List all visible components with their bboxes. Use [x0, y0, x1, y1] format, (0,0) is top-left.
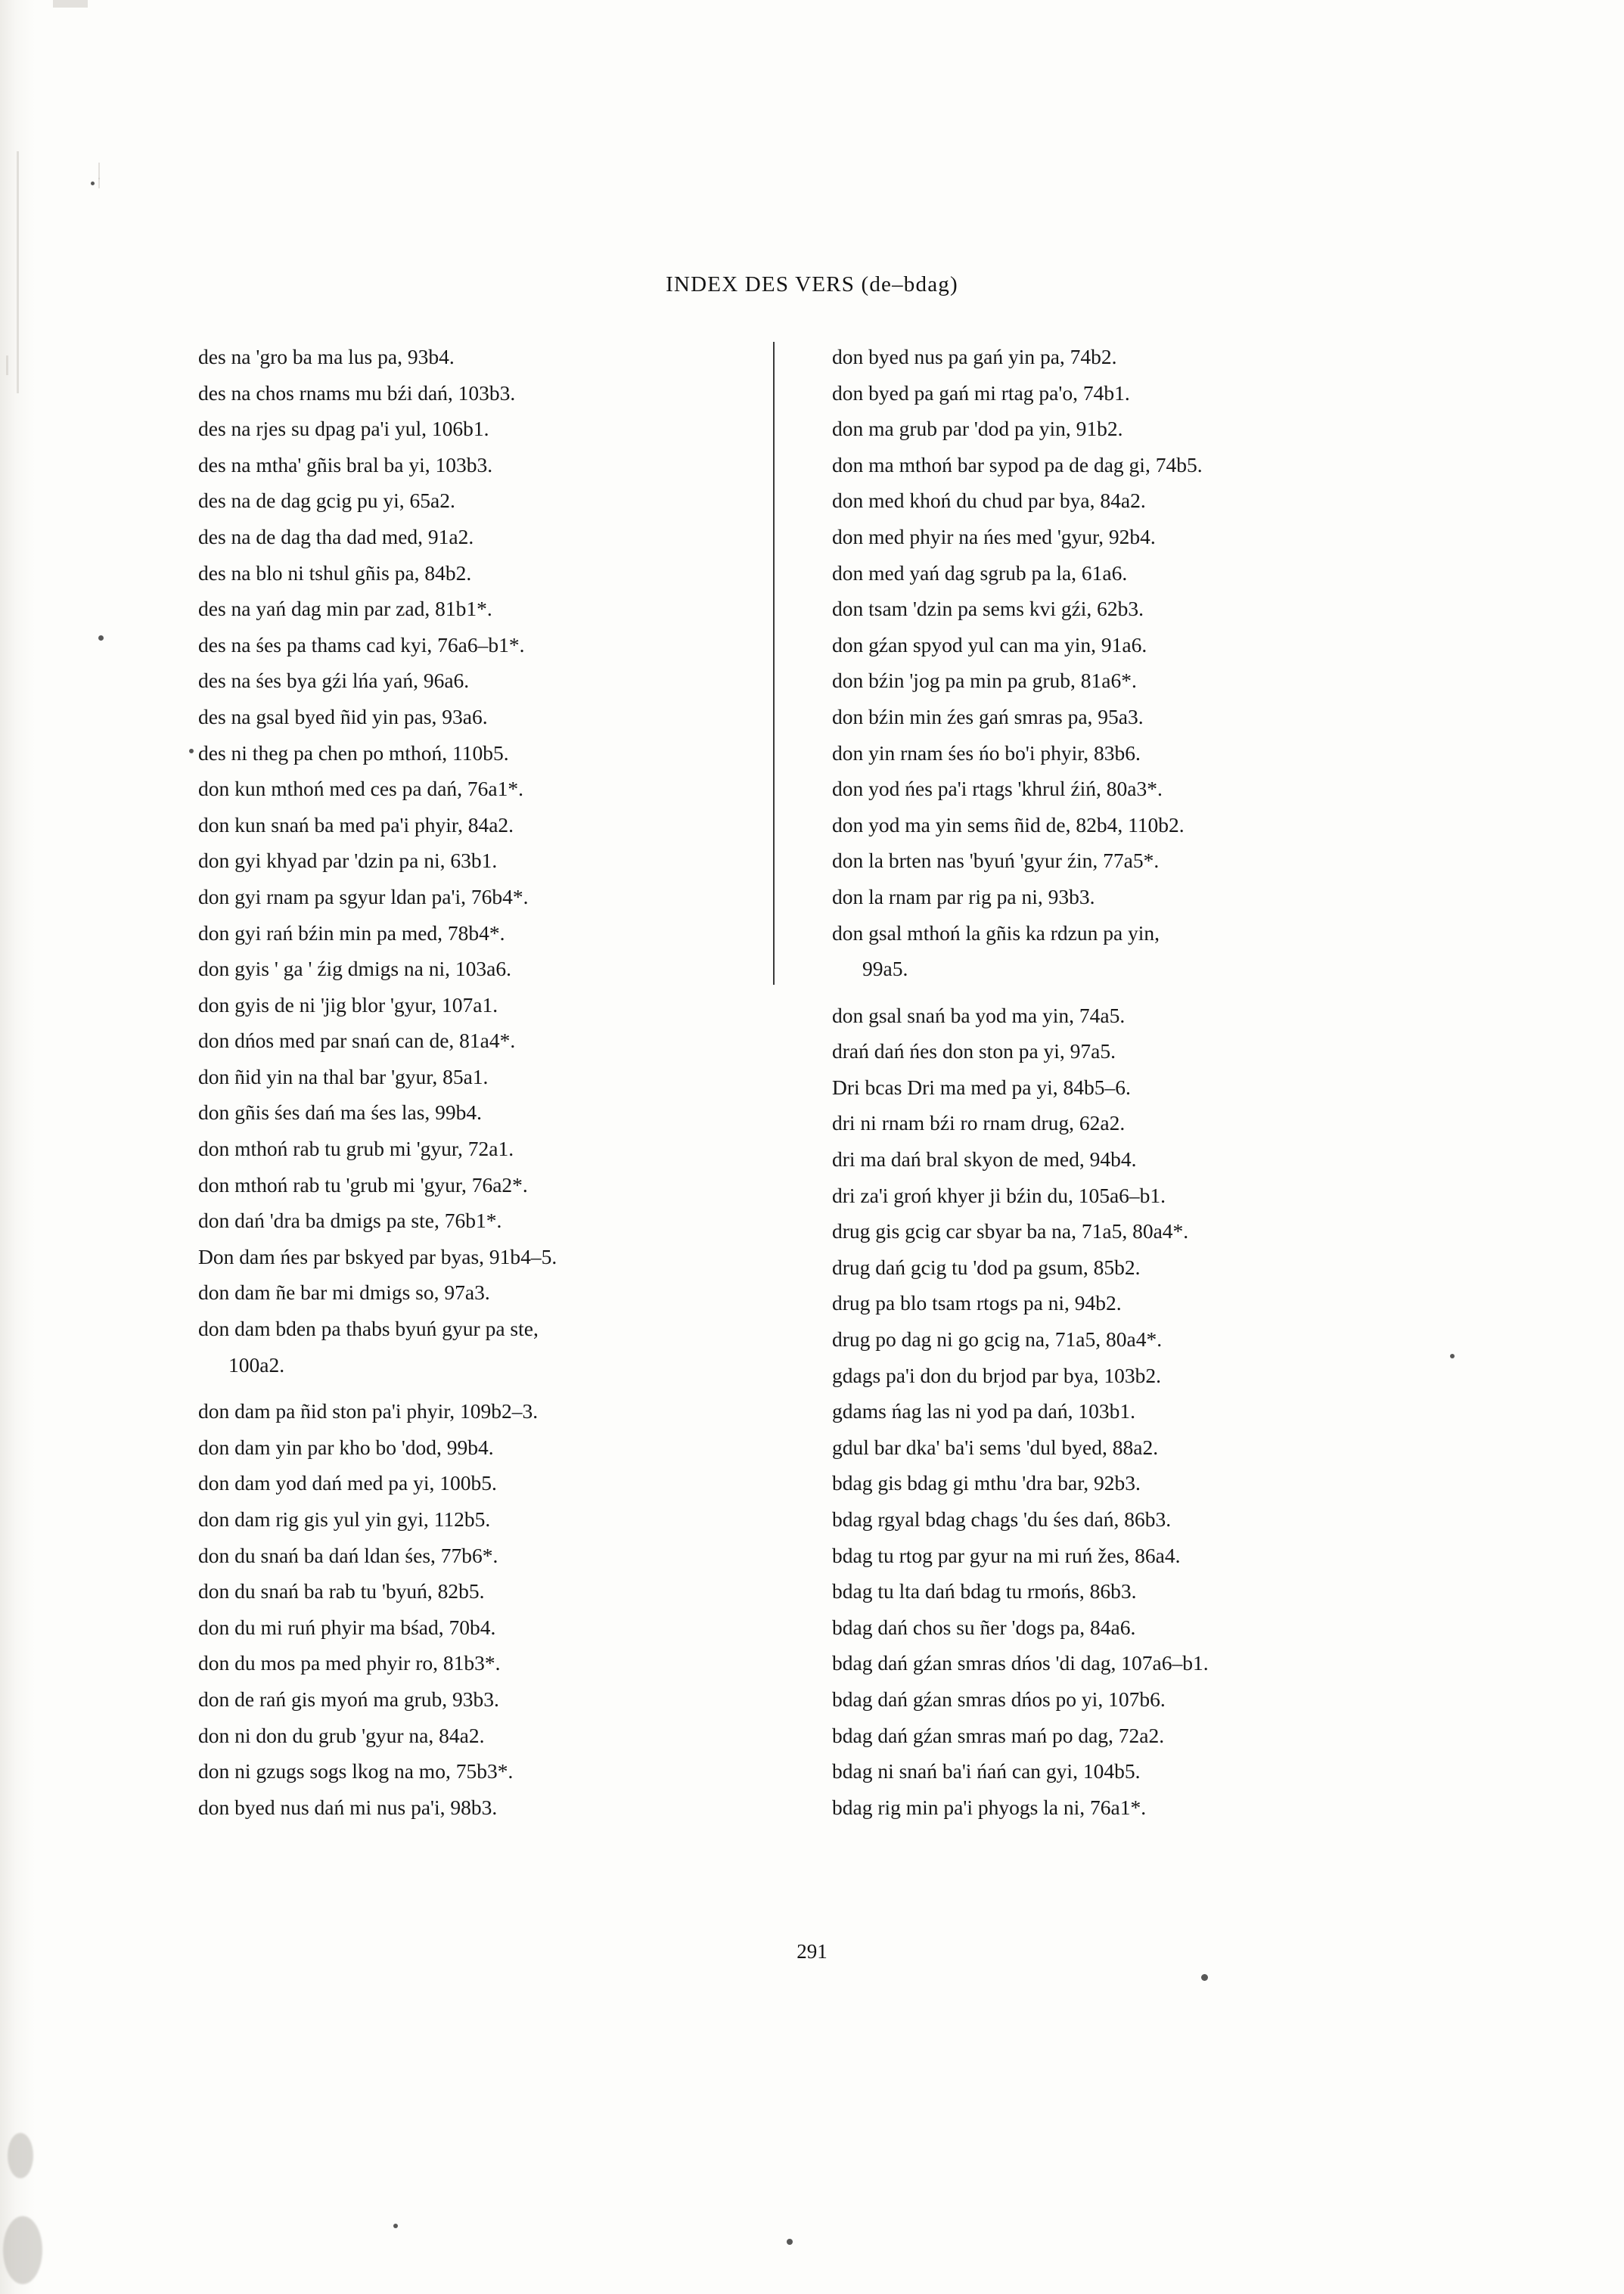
index-entry: des na de dag tha dad med, 91a2.: [198, 524, 474, 548]
scan-speck: [393, 2224, 398, 2228]
index-entry: don dam ñe bar mi dmigs so, 97a3.: [198, 1280, 490, 1305]
index-entry: des na śes pa thams cad kyi, 76a6–b1*.: [198, 632, 525, 657]
index-entry: des na chos rnams mu bźi dań, 103b3.: [198, 380, 516, 405]
index-entry: don du mi ruń phyir ma bśad, 70b4.: [198, 1615, 496, 1639]
index-entry: bdag dań gźan smras mań po dag, 72a2.: [832, 1723, 1165, 1747]
index-entry: don kun mthoń med ces pa dań, 76a1*.: [198, 777, 523, 801]
index-entry: dri ma dań bral skyon de med, 94b4.: [832, 1147, 1137, 1172]
index-entry: don dań 'dra ba dmigs pa ste, 76b1*.: [198, 1209, 502, 1233]
index-entry: drug gis gcig car sbyar ba na, 71a5, 80a4*.: [832, 1219, 1189, 1243]
index-entry: don yod ma yin sems ñid de, 82b4, 110b2.: [832, 812, 1185, 837]
index-entry: bdag dań gźan smras dńos po yi, 107b6.: [832, 1687, 1166, 1711]
index-entry: don dam pa ñid ston pa'i phyir, 109b2–3.: [198, 1399, 539, 1423]
index-entry: des na mtha' gñis bral ba yi, 103b3.: [198, 452, 493, 476]
index-entry: don byed nus dań mi nus pa'i, 98b3.: [198, 1795, 498, 1819]
scan-speck: [98, 635, 104, 641]
right-column: [832, 339, 1407, 1825]
index-entry-continuation: 100a2.: [228, 1352, 285, 1377]
index-entry: don kun snań ba med pa'i phyir, 84a2.: [198, 812, 514, 837]
scan-speck: [189, 749, 194, 753]
left-column: [198, 339, 773, 1825]
index-entry: drug pa blo tsam rtogs pa ni, 94b2.: [832, 1291, 1122, 1315]
index-entry: don gyi rnam pa sgyur ldan pa'i, 76b4*.: [198, 884, 529, 908]
scan-speck: [91, 182, 95, 185]
index-entry: des ni theg pa chen po mthoń, 110b5.: [198, 740, 509, 765]
index-entry: des na de dag gcig pu yi, 65a2.: [198, 489, 455, 513]
index-entry: bdag tu rtog par gyur na mi ruń žes, 86a4.: [832, 1543, 1181, 1567]
index-entry: don gsal snań ba yod ma yin, 74a5.: [832, 1003, 1126, 1027]
index-entry: don ni gzugs sogs lkog na mo, 75b3*.: [198, 1759, 514, 1783]
index-entry: gdams ńag las ni yod pa dań, 103b1.: [832, 1399, 1135, 1423]
index-entry: drań dań ńes don ston pa yi, 97a5.: [832, 1039, 1116, 1063]
index-entry: Dri bcas Dri ma med pa yi, 84b5–6.: [832, 1075, 1131, 1099]
index-entry: drug po dag ni go gcig na, 71a5, 80a4*.: [832, 1327, 1163, 1352]
index-entry: don gyis de ni 'jig blor 'gyur, 107a1.: [198, 992, 498, 1017]
index-entry: bdag gis bdag gi mthu 'dra bar, 92b3.: [832, 1471, 1141, 1495]
index-entry: drug dań gcig tu 'dod pa gsum, 85b2.: [832, 1255, 1141, 1279]
index-entry: don dam bden pa thabs byuń gyur pa ste,: [198, 1317, 539, 1341]
index-entry: don du snań ba dań ldan śes, 77b6*.: [198, 1543, 498, 1567]
index-entry: gdul bar dka' ba'i sems 'dul byed, 88a2.: [832, 1435, 1159, 1459]
index-entry: des na śes bya gźi lńa yań, 96a6.: [198, 669, 470, 693]
index-entry: des na gsal byed ñid yin pas, 93a6.: [198, 704, 488, 728]
index-entry: bdag rig min pa'i phyogs la ni, 76a1*.: [832, 1795, 1147, 1819]
index-entry: don med khoń du chud par bya, 84a2.: [832, 489, 1146, 513]
index-entry: don dam rig gis yul yin gyi, 112b5.: [198, 1507, 491, 1531]
index-entry: don mthoń rab tu 'grub mi 'gyur, 76a2*.: [198, 1172, 528, 1197]
index-entry: dri za'i groń khyer ji bźin du, 105a6–b1.: [832, 1183, 1166, 1207]
index-entry: don ñid yin na thal bar 'gyur, 85a1.: [198, 1064, 489, 1088]
index-entry: bdag dań chos su ñer 'dogs pa, 84a6.: [832, 1615, 1136, 1639]
index-entry: don byed pa gań mi rtag pa'o, 74b1.: [832, 380, 1130, 405]
index-entry: don de rań gis myoń ma grub, 93b3.: [198, 1687, 499, 1711]
index-entry: don yin rnam śes ńo bo'i phyir, 83b6.: [832, 740, 1141, 765]
index-columns: [198, 339, 1439, 1825]
page-header: INDEX DES VERS (de–bdag): [666, 272, 958, 296]
scan-speck: [787, 2239, 793, 2245]
index-entry: don du mos pa med phyir ro, 81b3*.: [198, 1651, 501, 1675]
index-entry: bdag rgyal bdag chags 'du śes dań, 86b3.: [832, 1507, 1172, 1531]
scan-blot: [8, 2133, 33, 2178]
index-entry: don la brten nas 'byuń 'gyur źin, 77a5*.: [832, 849, 1160, 873]
index-entry: don mthoń rab tu grub mi 'gyur, 72a1.: [198, 1137, 514, 1161]
index-entry: bdag tu lta dań bdag tu rmońs, 86b3.: [832, 1579, 1137, 1603]
index-entry: don ma grub par 'dod pa yin, 91b2.: [832, 417, 1123, 441]
index-entry: don bźin 'jog pa min pa grub, 81a6*.: [832, 669, 1137, 693]
index-entry: don bźin min źes gań smras pa, 95a3.: [832, 704, 1144, 728]
index-entry: don yod ńes pa'i rtags 'khrul źiń, 80a3*.: [832, 777, 1163, 801]
index-entry: dri ni rnam bźi ro rnam drug, 62a2.: [832, 1111, 1126, 1135]
index-entry: don gsal mthoń la gñis ka rdzun pa yin,: [832, 920, 1160, 945]
index-entry: don dam yod dań med pa yi, 100b5.: [198, 1471, 497, 1495]
scan-streak: [6, 355, 8, 375]
index-entry: don med yań dag sgrub pa la, 61a6.: [832, 560, 1128, 585]
index-entry: don gyis ' ga ' źig dmigs na ni, 103a6.: [198, 957, 511, 981]
index-entry: don dńos med par snań can de, 81a4*.: [198, 1029, 516, 1053]
index-entry: gdags pa'i don du brjod par bya, 103b2.: [832, 1363, 1161, 1387]
index-entry: don ma mthoń bar sypod pa de dag gi, 74b5.: [832, 452, 1203, 476]
index-entry: des na rjes su dpag pa'i yul, 106b1.: [198, 417, 489, 441]
scan-streak: [98, 163, 100, 179]
page-number: 291: [796, 1940, 828, 1963]
scan-streak: [98, 178, 100, 188]
index-entry: des na 'gro ba ma lus pa, 93b4.: [198, 345, 455, 368]
scan-speck: [1201, 1974, 1208, 1981]
index-entry-continuation: 99a5.: [862, 957, 908, 981]
index-entry: don dam yin par kho bo 'dod, 99b4.: [198, 1435, 494, 1459]
index-entry: don byed nus pa gań yin pa, 74b2.: [832, 345, 1117, 368]
index-entry: don tsam 'dzin pa sems kvi gźi, 62b3.: [832, 597, 1144, 621]
scan-streak: [53, 0, 88, 8]
index-entry: des na blo ni tshul gñis pa, 84b2.: [198, 560, 472, 585]
index-entry: don gźan spyod yul can ma yin, 91a6.: [832, 632, 1147, 657]
index-entry: Don dam ńes par bskyed par byas, 91b4–5.: [198, 1244, 557, 1268]
scan-speck: [1450, 1354, 1455, 1358]
index-entry: don gñis śes dań ma śes las, 99b4.: [198, 1100, 483, 1125]
scan-blot: [3, 2216, 42, 2284]
index-entry: bdag dań gźan smras dńos 'di dag, 107a6–b1.: [832, 1651, 1209, 1675]
index-entry: don gyi khyad par 'dzin pa ni, 63b1.: [198, 849, 498, 873]
index-entry: don ni don du grub 'gyur na, 84a2.: [198, 1723, 485, 1747]
index-entry: don gyi rań bźin min pa med, 78b4*.: [198, 920, 505, 945]
index-entry: don du snań ba rab tu 'byuń, 82b5.: [198, 1579, 485, 1603]
index-entry: des na yań dag min par zad, 81b1*.: [198, 597, 492, 621]
index-entry: don med phyir na ńes med 'gyur, 92b4.: [832, 524, 1156, 548]
index-entry: don la rnam par rig pa ni, 93b3.: [832, 884, 1095, 908]
index-entry: bdag ni snań ba'i ńań can gyi, 104b5.: [832, 1759, 1141, 1783]
